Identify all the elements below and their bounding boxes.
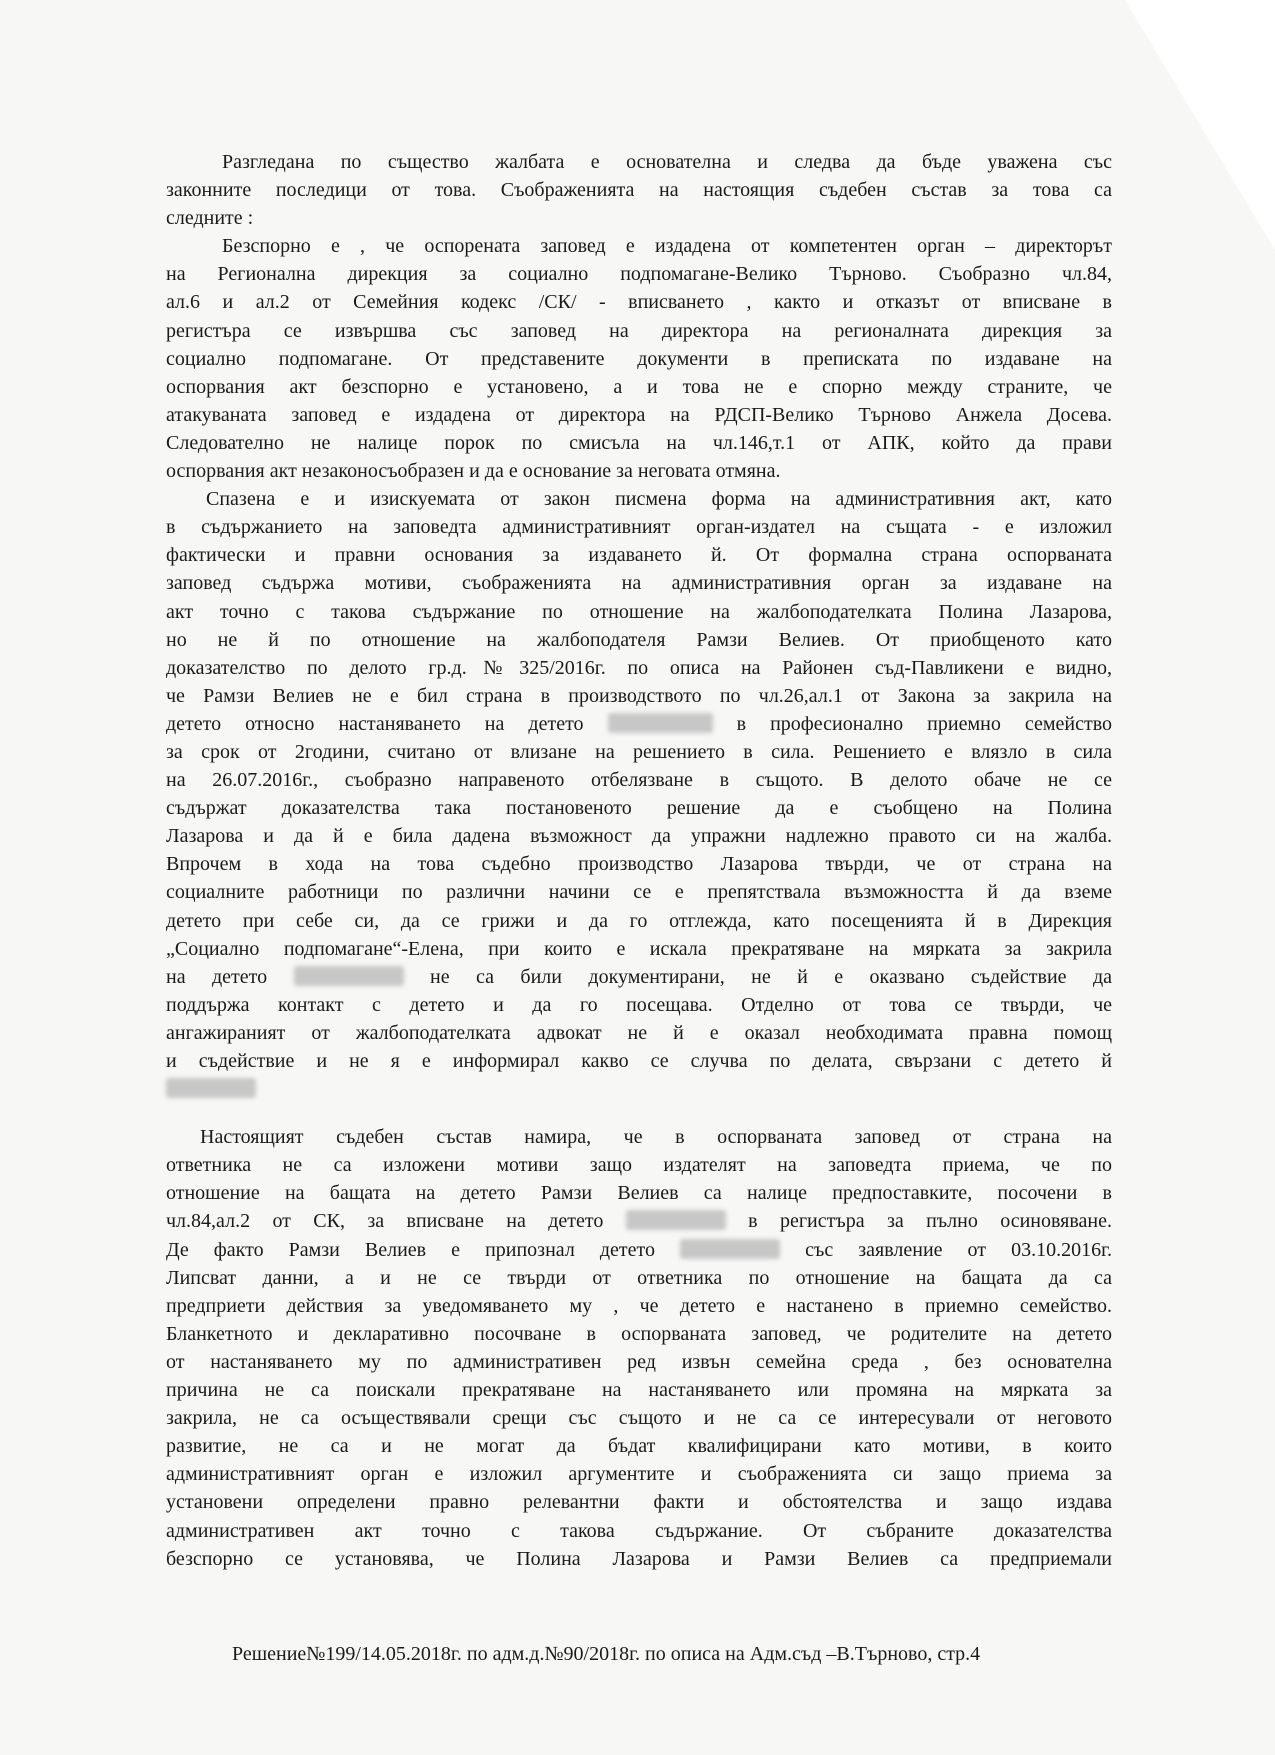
text-line: Впрочем в хода на това съдебно производство Лазарова твърди, че от страна на [166, 853, 1112, 876]
text-line: ал.6 и ал.2 от Семейния кодекс /СК/ - вписването , както и отказът от вписване в [166, 291, 1112, 314]
text-fragment: Де факто Рамзи Велиев е припознал детето [166, 1238, 655, 1261]
text-line: ответника не са изложени мотиви защо издателят на заповедта приема, че по [166, 1154, 1112, 1177]
text-fragment: не са били документирани, не й е оказвано съдействие да [430, 965, 1113, 988]
text-line: за срок от 2години, считано от влизане на решението в сила. Решението е влязло в сила [166, 740, 1112, 763]
text-line: Спазена е и изискуемата от закон писмена форма на административния акт, като [206, 488, 1112, 511]
text-line: развитие, не са и не могат да бъдат квалифицирани като мотиви, в които [166, 1435, 1112, 1458]
redaction-line [166, 1075, 1112, 1103]
text-line: доказателство по делото гр.д.№325/2016г. по описа на Районен съд-Павликени е видно, [166, 656, 1112, 679]
text-line: отношение на бащата на детето Рамзи Велиев са налице предпоставките, посочени в [166, 1182, 1112, 1205]
text-line-with-redaction [166, 1207, 1112, 1235]
text-line: социалните работници по различни начини се е препятствала възможността й да вземе [166, 881, 1112, 904]
text-line: Следователно не налице порок по смисъла на чл.146,т.1 от АПК, който да прави [166, 431, 1112, 454]
redacted-name [626, 1210, 726, 1230]
text-line: Лазарова и да й е била дадена възможност да упражни надлежно правото си на жалба. [166, 825, 1112, 848]
text-line: регистъра се извършва със заповед на директора на регионалната дирекция за [166, 319, 1112, 342]
text-line: предприети действия за уведомяването му , че детето е настанено в приемно семейство. [166, 1294, 1112, 1317]
text-fragment: в регистъра за пълно осиновяване. [748, 1210, 1113, 1233]
text-line: на 26.07.2016г., съобразно направеното отбелязване в същото. В делото обаче не се [166, 769, 1112, 792]
paragraph-4 [166, 1123, 1112, 1573]
text-line: административен акт точно с такова съдържание. От събраните доказателства [166, 1519, 1112, 1542]
redacted-name [608, 713, 713, 733]
text-line: Бланкетното и декларативно посочване в оспорваната заповед, че родителите на детето [166, 1322, 1112, 1345]
text-line: „Социално подпомагане“-Елена, при които е искала прекратяване на мярката за закрила [166, 937, 1112, 960]
page-footer: Решение№199/14.05.2018г. по адм.д.№90/2018г. по описа на Адм.съд –В.Търново, стр.4 [232, 1643, 981, 1665]
text-line: но не й по отношение на жалбоподателя Рамзи Велиев. От приобщеното като [166, 628, 1112, 651]
text-line: съдържат доказателства така постановеното решение да е съобщено на Полина [166, 797, 1112, 820]
text-fragment: със заявление от 03.10.2016г. [805, 1238, 1113, 1261]
text-fragment: чл.84,ал.2 от СК, за вписване на детето [166, 1210, 604, 1233]
text-line: законните последици от това. Съображенията на настоящия съдебен състав за това са [166, 179, 1112, 202]
torn-corner [1125, 0, 1275, 250]
text-line: социално подпомагане. От представените документи в преписката по издаване на [166, 347, 1112, 370]
text-line: акт точно с такова съдържание по отношение на жалбоподателката Полина Лазарова, [166, 600, 1112, 623]
text-fragment: в професионално приемно семейство [736, 712, 1112, 735]
text-line: в съдържанието на заповедта административният орган-издател на същата - е изложил [166, 516, 1112, 539]
paragraph-1 [166, 148, 1112, 232]
paragraph-3 [166, 485, 1112, 1103]
text-fragment: детето относно настаняването на детето [166, 712, 584, 735]
text-line: установени определени правно релевантни факти и обстоятелства и защо издава [166, 1491, 1112, 1514]
text-line: атакуваната заповед е издадена от директора на РДСП-Велико Търново Анжела Досева. [166, 403, 1112, 426]
text-line: оспорвания акт незаконосъобразен и да е основание за неговата отмяна. [166, 460, 781, 483]
redacted-name [680, 1239, 780, 1259]
paragraph-gap [166, 1103, 1112, 1123]
text-line: следните : [166, 207, 254, 230]
text-line: Разгледана по същество жалбата е основателна и следва да бъде уважена със [222, 151, 1112, 173]
document-body [166, 148, 1112, 1573]
paragraph-2 [166, 232, 1112, 485]
text-line: на Регионална дирекция за социално подпомагане-Велико Търново. Съобразно чл.84, [166, 263, 1112, 286]
text-line: ангажираният от жалбоподателката адвокат не й е оказал необходимата правна помощ [166, 1021, 1112, 1044]
text-line: от настаняването му по административен ред извън семейна среда , без основателна [166, 1350, 1112, 1373]
text-line: фактически и правни основания за издаването й. От формална страна оспорваната [166, 544, 1112, 567]
text-line: административният орган е изложил аргументите и съображенията си защо приема за [166, 1463, 1112, 1486]
text-line: Липсват данни, а и не се твърди от ответника по отношение на бащата да са [166, 1266, 1112, 1289]
text-line: Безспорно е , че оспорената заповед е издадена от компетентен орган – директорът [222, 235, 1112, 258]
text-fragment: на детето [166, 965, 268, 988]
text-line: поддържа контакт с детето и да го посещава. Отделно от това се твърди, че [166, 993, 1112, 1016]
text-line: безспорно се установява, че Полина Лазарова и Рамзи Велиев са предприемали [166, 1547, 1112, 1570]
text-line-with-redaction [166, 1236, 1112, 1264]
text-line: закрила, не са осъществявали срещи със същото и не са се интересували от неговото [166, 1407, 1112, 1430]
text-line: детето при себе си, да се грижи и да го отглежда, като посещенията й в Дирекция [166, 909, 1112, 932]
text-line-with-redaction [166, 710, 1112, 738]
text-line: заповед съдържа мотиви, съображенията на административния орган за издаване на [166, 572, 1112, 595]
text-line-with-redaction [166, 963, 1112, 991]
redacted-name [166, 1078, 256, 1098]
text-line: причина не са поискали прекратяване на настаняването или промяна на мярката за [166, 1379, 1112, 1402]
text-line: и съдействие и не я е информирал какво се случва по делата, свързани с детето й [166, 1050, 1112, 1072]
redacted-name [294, 966, 404, 986]
text-line: оспорвания акт безспорно е установено, а и това не е спорно между страните, че [166, 375, 1112, 398]
text-line: че Рамзи Велиев не е бил страна в производството по чл.26,ал.1 от Закона за закрила на [166, 684, 1112, 707]
text-line: Настоящият съдебен състав намира, че в оспорваната заповед от страна на [200, 1126, 1112, 1149]
